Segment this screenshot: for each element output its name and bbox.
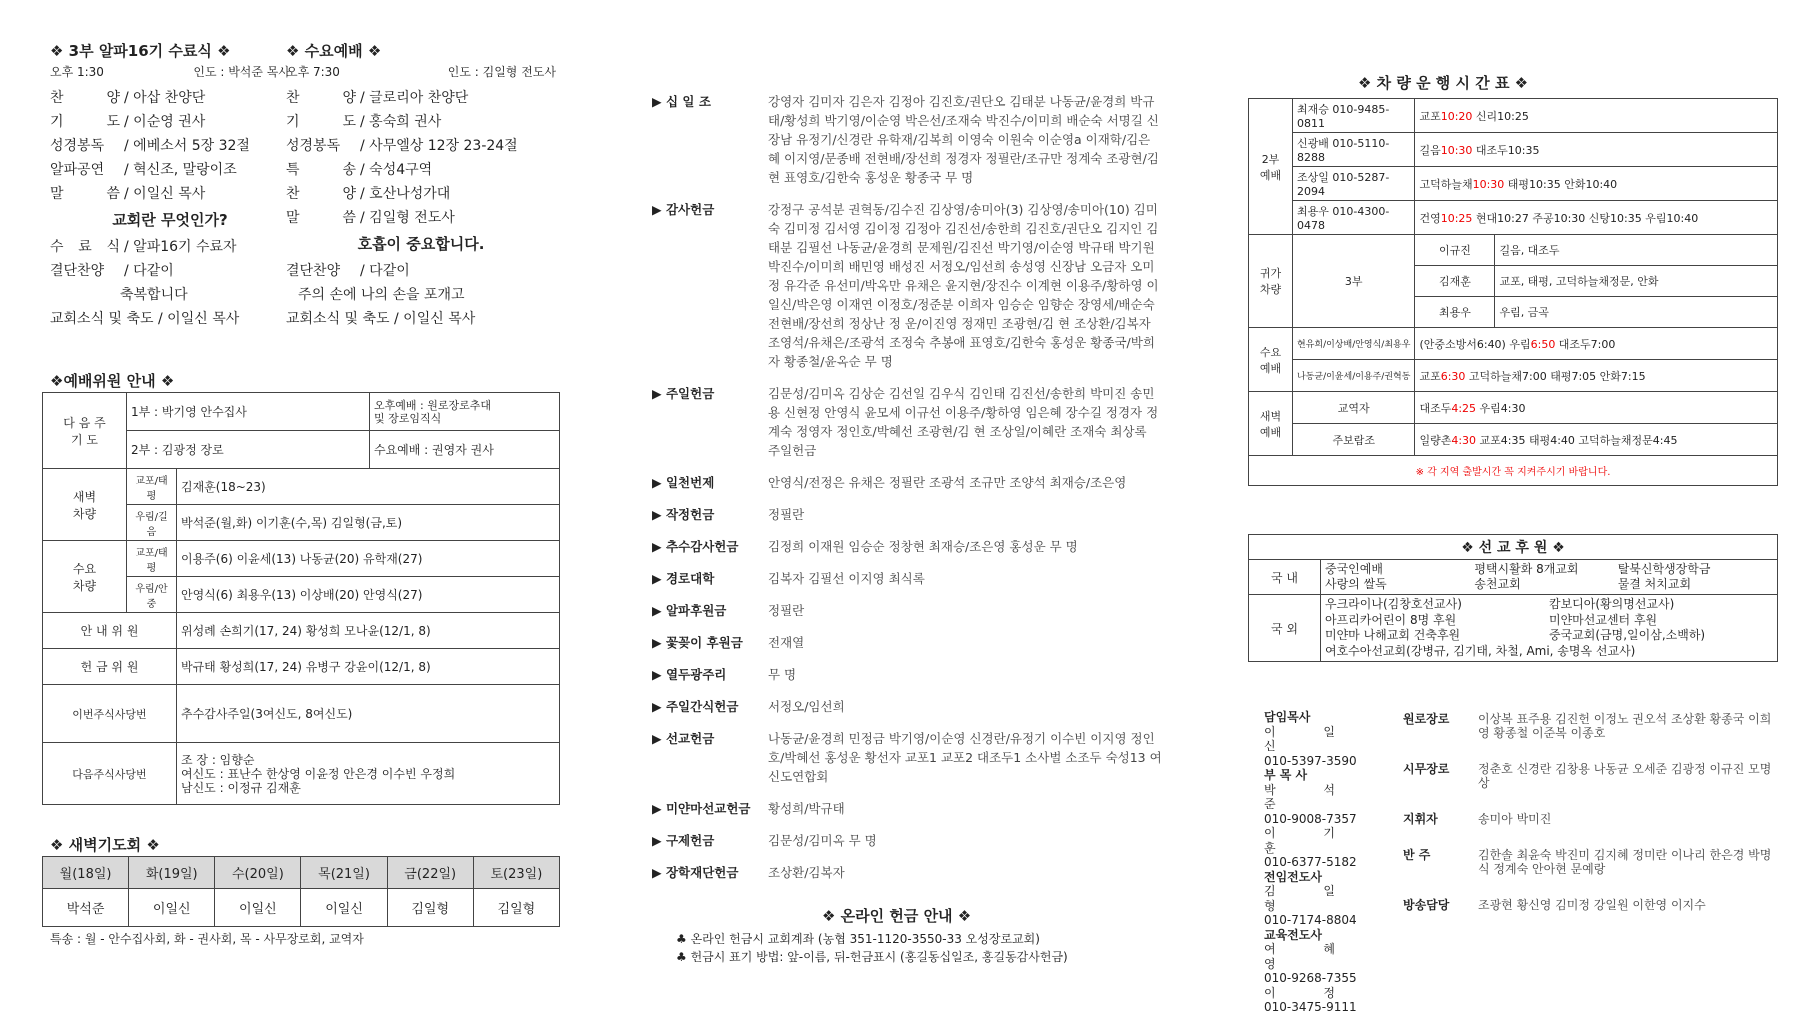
wed-leader: 인도 : 김일형 전도사 [447, 65, 556, 79]
service-line [50, 182, 290, 206]
line-value: / 이일신 목사 [124, 186, 206, 202]
offering-names: 정필란 [768, 507, 805, 522]
route-rest: 대조두7:00 [1555, 337, 1616, 351]
route-start: 건영 [1419, 211, 1441, 225]
service-line [50, 235, 290, 259]
offering-row [652, 569, 1162, 588]
offering-row [652, 799, 1162, 818]
offering-names: 무 명 [768, 667, 797, 682]
offering-label: ▶ 장학재단헌금 [652, 865, 739, 880]
int-item: 미얀마 나해교회 건축후원 [1325, 628, 1461, 642]
line-value: / 사무엘상 12장 23-24절 [360, 138, 518, 154]
car-svc2-driver2: 신광배 010-5110-8288 [1293, 133, 1415, 167]
offering-row [652, 601, 1162, 620]
day-cell: 목(21일) [301, 857, 387, 889]
int-item: 우크라이나(김창호선교사) [1325, 597, 1462, 611]
line-label: 기 도 [50, 114, 120, 130]
role-label: 시무장로 [1403, 762, 1450, 776]
int-item: 캄보디아(황의명선교사) [1549, 597, 1675, 611]
role-names: 송미아 박미진 [1478, 812, 1552, 826]
car-svc2-driver1: 최재승 010-9485-0811 [1293, 99, 1415, 133]
route-rest: 우림4:30 [1476, 401, 1526, 415]
route-rest: 현대10:27 주공10:30 신탕10:35 우림10:40 [1472, 211, 1699, 225]
car-home-route1: 길음, 대조두 [1495, 235, 1778, 266]
int-item: 여호수아선교회(강병규, 김기태, 차철, Ami, 송명옥 선교사) [1325, 643, 1636, 658]
offering-names: 김복자 김필선 이지영 최식록 [768, 571, 925, 586]
wed-song: 주의 손에 나의 손을 포개고 [298, 287, 465, 303]
car-note: ※ 각 지역 출발시간 꼭 지켜주시기 바랍니다. [1249, 456, 1778, 486]
offering-names: 서정오/임선희 [768, 699, 845, 714]
mission-int-items [1321, 595, 1778, 662]
leader-cell: 김일형 [387, 889, 473, 927]
car-dawn-driver2: 주보람조 [1293, 424, 1415, 456]
service3-lines [50, 86, 290, 206]
next-prayer-label: 다 음 주 기 도 [43, 393, 127, 469]
service3-block [50, 40, 290, 331]
offering-label: ▶ 선교헌금 [652, 731, 715, 746]
mission-int-label: 국 외 [1249, 595, 1321, 662]
line-label: 결단찬양 [286, 263, 341, 279]
car-svc2-driver4: 최용우 010-4300-0478 [1293, 201, 1415, 235]
offering-row [652, 384, 1162, 460]
line-value: / 숙성4구역 [360, 162, 433, 178]
service-line [286, 110, 556, 134]
offering-label: 헌 금 위 원 [43, 649, 177, 685]
dawn-car-driver2: 박석준(월,화) 이기훈(수,목) 김일형(금,토) [177, 505, 560, 541]
usher-value: 위성례 손희기(17, 24) 황성희 모나윤(12/1, 8) [177, 613, 560, 649]
service-line [286, 259, 556, 283]
service-line [50, 259, 290, 283]
dawn-car-label: 새벽 차량 [43, 469, 127, 541]
service-line [286, 86, 556, 110]
line-value: / 호산나성가대 [360, 186, 451, 202]
line-label: 찬 양 [50, 90, 120, 106]
offering-label: ▶ 미얀마선교헌금 [652, 801, 751, 816]
day-cell: 화(19일) [129, 857, 215, 889]
service3-leader: 인도 : 박석준 목사 [193, 65, 290, 79]
pastor-name: 여 혜 영 [1264, 942, 1357, 971]
route-rest: 신리10:25 [1472, 109, 1529, 123]
leader-cell: 이일신 [215, 889, 301, 927]
dom-item: 평택시활화 8개교회 [1474, 562, 1579, 576]
service3-title: ❖ 3부 알파16기 수료식 ❖ [50, 42, 231, 60]
car-home-driver1: 이규진 [1415, 235, 1495, 266]
car-home-driver2: 김재훈 [1415, 266, 1495, 297]
role-row [1403, 848, 1773, 876]
pastor-phone: 010-9008-7357 [1264, 811, 1357, 826]
offering-names: 전재열 [768, 635, 805, 650]
service3-news: 교회소식 및 축도 / 이일신 목사 [50, 311, 240, 327]
car-svc2-route4 [1415, 201, 1778, 235]
service3-lines2 [50, 235, 290, 283]
line-value: / 에베소서 5장 32절 [124, 138, 250, 154]
offering-label: ▶ 일천번제 [652, 475, 715, 490]
line-label: 찬 양 [286, 90, 356, 106]
offering-names: 강정구 공석분 권혁동/김수진 김상영/송미아(3) 김상영/송미아(10) 김미숙 김미정 김서영 김이정 김정아 김진선/송한희 김진호/권단오 김지인 김태분 김필선 나동균/윤경희 문제원/김진선 박기영/이순영 박규태 박기원 박진수/이미희 배민영 배성진 서정오/임선희 송성영 신장남 오금자 오미정 유각준 유선미/박옥만 유채은 윤지현/장진수 이계현 이용주/황하영 이일신/박은영 이재연 이정호/정준분 이희자 임승순 임향순 장영세/배순숙 전현배/장선희 정상난 정 운/이진영 정재민 조광현/김 현 조상환/김복자 조영석/유채은/조광석 조정숙 추봉애 표영호/김한숙 홍성운 황종국/박희자 황종철/윤옥순 무 명 [768, 202, 1159, 369]
pastor-phone: 010-6377-5182 [1264, 855, 1357, 869]
offering-row [652, 505, 1162, 524]
mission-dom-label: 국 내 [1249, 560, 1321, 595]
offering-label: ▶ 추수감사헌금 [652, 539, 739, 554]
offering-names: 강영자 김미자 김은자 김정아 김진호/권단오 김태분 나동균/윤경희 박규태/황성희 박기영/이순영 박은선/조재숙 박진수/이미희 배순숙 서명길 신장남 유정기/신경란 유학재/김복희 이영숙 이원숙 이순영a 이재학/김은혜 이지영/문종배 전현배/장선희 정경자 정필란/조규만 정계숙 조광현/김 현 표영호/김한숙 홍성운 황종국 무 명 [768, 94, 1159, 185]
wed-title: ❖ 수요예배 ❖ [286, 42, 382, 60]
meal-next-value: 조 장 : 임향순 여신도 : 표난수 한상영 이윤정 안은경 이수빈 우정희 남신도 : 이정규 김재훈 [177, 743, 560, 805]
car-wed-driver2: 나동균/이윤세/이용주/권혁동 [1293, 360, 1415, 392]
offering-label: ▶ 꽃꽂이 후원금 [652, 635, 743, 650]
wed-lines2 [286, 259, 556, 283]
offering-row [652, 92, 1162, 187]
right-column [1248, 0, 1783, 1014]
role-names: 이상복 표주용 김진헌 이정노 권오석 조상환 황종국 이희영 황종철 이준복 이종호 [1478, 712, 1772, 740]
offering-label: ▶ 주일헌금 [652, 386, 715, 401]
line-value: / 아삽 찬양단 [124, 90, 206, 106]
online-title: ❖ 온라인 헌금 안내 ❖ [822, 907, 972, 925]
prayer-first: 1부 : 박기영 안수집사 [127, 393, 370, 431]
car-svc2-route1 [1415, 99, 1778, 133]
service-line [50, 110, 290, 134]
pastor-title: 교육전도사 [1264, 927, 1322, 942]
route-rest: 대조두10:35 [1472, 143, 1540, 157]
wed-car-driver1: 이용주(6) 이윤세(13) 나동균(20) 유학재(27) [177, 541, 560, 577]
role-row [1403, 812, 1773, 826]
offering-row [652, 665, 1162, 684]
route-time: 4:25 [1451, 401, 1477, 415]
offering-row [652, 200, 1162, 371]
line-value: / 이순영 권사 [124, 114, 206, 130]
car-dawn-label: 새벽 예배 [1249, 392, 1293, 456]
car-dawn-route1 [1415, 392, 1778, 424]
meal-next-label: 다음주식사당번 [43, 743, 177, 805]
offering-label: ▶ 작정헌금 [652, 507, 715, 522]
offering-names: 김정희 이재원 임승순 정창현 최재승/조은영 홍성운 무 명 [768, 539, 1078, 554]
car-home-svc: 3부 [1293, 235, 1415, 328]
service-line [50, 158, 290, 182]
dom-item: 탈북신학생장학금 [1617, 562, 1711, 576]
offering-row [652, 473, 1162, 492]
car-home-driver3: 최용우 [1415, 297, 1495, 328]
offering-label: ▶ 구제헌금 [652, 833, 715, 848]
leader-cell: 박석준 [43, 889, 129, 927]
line-value: / 글로리아 찬양단 [360, 90, 469, 106]
line-value: / 알파16기 수료자 [124, 239, 237, 255]
route-rest: 교포4:35 태평4:40 고덕하늘채정문4:45 [1476, 433, 1678, 447]
car-home-route3: 우림, 금곡 [1495, 297, 1778, 328]
meal-this-label: 이번주식사당번 [43, 685, 177, 743]
pastor-title: 부 목 사 [1264, 768, 1308, 782]
line-label: 특 송 [286, 162, 356, 178]
offering-label: ▶ 주일간식헌금 [652, 699, 739, 714]
committee-title: ❖예배위원 안내 ❖ [50, 372, 175, 390]
line-label: 성경봉독 [286, 138, 341, 154]
dom-grid [1325, 562, 1773, 592]
role-names: 조광현 황신영 김미정 강일원 이한영 이지수 [1478, 898, 1706, 912]
car-wed-driver1: 현유희/이상배/안영식/최용우 [1293, 328, 1415, 360]
wed-time: 오후 7:30 [286, 65, 340, 79]
offering-names: 정필란 [768, 603, 805, 618]
offering-row [652, 831, 1162, 850]
dawn-prayer-days [43, 857, 560, 889]
prayer-second: 2부 : 김광정 장로 [127, 431, 370, 469]
role-row [1403, 762, 1773, 790]
offering-label: ▶ 열두광주리 [652, 667, 727, 682]
line-label: 기 도 [286, 114, 356, 130]
wed-block [286, 40, 556, 331]
prayer-pm: 오후예배 : 원로장로추대 및 장로임직식 [370, 393, 560, 431]
wed-car-route1: 교포/태평 [127, 541, 177, 577]
dom-item: 중국인예배 [1325, 562, 1383, 576]
line-value: / 혁신조, 말랑이조 [124, 162, 237, 178]
dawn-prayer-names [43, 889, 560, 927]
car-home-label: 귀가 차량 [1249, 235, 1293, 328]
leader-cell: 김일형 [473, 889, 559, 927]
meal-this-value: 추수감사주일(3여신도, 8여신도) [177, 685, 560, 743]
offering-names: 나동균/윤경희 민정금 박기영/이순영 신경란/유정기 이수빈 이지영 정인호/박혜선 홍성운 황선자 교포1 교포2 대조두1 소사벌 소조두 숙성13 여신도연합회 [768, 731, 1162, 784]
offering-row [652, 863, 1162, 882]
leader-cell: 이일신 [129, 889, 215, 927]
dawn-prayer-title: ❖ 새벽기도회 ❖ [50, 836, 160, 854]
route-time: 6:30 [1440, 369, 1466, 383]
service-line [286, 182, 556, 206]
day-cell: 수(20일) [215, 857, 301, 889]
pastor-name: 박 석 준 [1264, 782, 1357, 811]
offering-label: ▶ 감사헌금 [652, 202, 715, 217]
dawn-car-route2: 우림/길음 [127, 505, 177, 541]
service3-bless: 축복합니다 [120, 287, 188, 303]
dawn-car-driver1: 김재훈(18~23) [177, 469, 560, 505]
route-start: 대조두 [1419, 401, 1452, 415]
dom-item: 물결 처치교회 [1617, 577, 1692, 591]
wed-car-label: 수요 차량 [43, 541, 127, 613]
offering-list [652, 92, 1162, 882]
elder-roles [1403, 712, 1773, 912]
line-label: 알파공연 [50, 162, 105, 178]
offering-names: 황성희/박규태 [768, 801, 845, 816]
dawn-prayer-note: 특송 : 월 - 안수집사회, 화 - 권사회, 목 - 사무장로회, 교역자 [50, 932, 364, 946]
pastor-name: 김 일 형 [1264, 884, 1357, 913]
offering-label: ▶ 경로대학 [652, 571, 715, 586]
role-row [1403, 898, 1773, 912]
route-start: 길음 [1419, 143, 1441, 157]
mission-table [1248, 534, 1778, 662]
offering-label: ▶ 알파후원금 [652, 603, 727, 618]
role-label: 원로장로 [1403, 712, 1450, 726]
pastor-title: 전임전도사 [1264, 869, 1322, 884]
service-line [286, 158, 556, 182]
car-dawn-driver1: 교역자 [1293, 392, 1415, 424]
route-time: 4:30 [1451, 433, 1477, 447]
wed-car-route2: 우림/안중 [127, 577, 177, 613]
service-line [286, 134, 556, 158]
service-line [50, 134, 290, 158]
role-label: 방송담당 [1403, 898, 1450, 912]
car-svc2-label: 2부 예배 [1249, 99, 1293, 235]
int-item: 아프리카어린이 8명 후원 [1325, 612, 1457, 627]
line-value: / 김일형 전도사 [360, 210, 455, 226]
prayer-wed: 수요예배 : 권영자 권사 [370, 431, 560, 469]
line-value: / 다같이 [124, 263, 174, 279]
offering-row [652, 729, 1162, 786]
line-value: / 다같이 [360, 263, 410, 279]
offering-names: 조상환/김복자 [768, 865, 845, 880]
route-time: 10:20 [1440, 109, 1473, 123]
offering-row [652, 697, 1162, 716]
car-svc2-driver3: 조상일 010-5287-2094 [1293, 167, 1415, 201]
route-start: 일량촌 [1419, 433, 1452, 447]
role-names: 김한솔 최윤숙 박진미 김지혜 정미란 이나리 한은경 박명식 정계숙 안아현 문예랑 [1478, 848, 1772, 876]
car-title: ❖ 차 량 운 행 시 간 표 ❖ [1358, 74, 1529, 92]
line-value: / 홍숙희 권사 [360, 114, 442, 130]
committee-table [42, 392, 560, 805]
day-cell: 월(18일) [43, 857, 129, 889]
wed-car-driver2: 안영식(6) 최용우(13) 이상배(20) 안영식(27) [177, 577, 560, 613]
offering-value: 박규태 황성희(17, 24) 유병구 강윤이(12/1, 8) [177, 649, 560, 685]
online-line1: ♣ 온라인 헌금시 교회계좌 (농협 351-1120-3550-33 오성장로교회) [676, 932, 1040, 946]
route-rest: 고덕하늘채7:00 태평7:05 안화7:15 [1465, 369, 1646, 383]
line-label: 말 씀 [286, 210, 356, 226]
pastor-list [1264, 710, 1414, 1015]
int-item: 미얀마선교센터 후원 [1549, 612, 1658, 627]
route-rest: 태평10:35 안화10:40 [1504, 177, 1618, 191]
role-label: 지휘자 [1403, 812, 1438, 826]
car-svc2-route3 [1415, 167, 1778, 201]
pastor-phone: 010-5397-3590 [1264, 753, 1357, 768]
wed-lines [286, 86, 556, 230]
day-cell: 금(22일) [387, 857, 473, 889]
line-label: 결단찬양 [50, 263, 105, 279]
mission-title: ❖ 선 교 후 원 ❖ [1249, 535, 1778, 560]
car-home-route2: 교포, 태평, 고덕하늘채정문, 안화 [1495, 266, 1778, 297]
dom-item: 송천교회 [1474, 577, 1521, 591]
role-label: 반 주 [1403, 848, 1431, 862]
offering-row [652, 633, 1162, 652]
car-dawn-route2 [1415, 424, 1778, 456]
mission-dom-items [1321, 560, 1778, 595]
left-column [50, 0, 570, 992]
offering-row [652, 537, 1162, 556]
car-wed-label: 수요 예배 [1249, 328, 1293, 392]
offering-names: 김문성/김미옥 김상순 김선일 김우식 김인태 김진선/송한희 박미진 송민용 신현정 안영식 윤모세 이규선 이용주/황하영 임은혜 장수길 정경자 정계숙 정영자 정인호/박혜선 조광현/김 현 조상일/이혜란 조재숙 최상록 주일헌금 [768, 386, 1159, 458]
pastor-phone: 010-9268-7355 [1264, 971, 1357, 985]
route-time: 10:30 [1472, 177, 1505, 191]
service3-sermon: 교회란 무엇인가? [112, 211, 228, 229]
pastor-phone: 010-7174-8804 [1264, 913, 1357, 927]
pastor-title: 담임목사 [1264, 710, 1311, 724]
line-label: 성경봉독 [50, 138, 105, 154]
service3-time: 오후 1:30 [50, 65, 104, 79]
online-line2: ♣ 헌금시 표기 방법: 앞-이름, 뒤-헌금표시 (홍길동십일조, 홍길동감사헌금) [676, 950, 1068, 964]
car-table [1248, 98, 1778, 486]
route-time: 10:25 [1440, 211, 1473, 225]
route-start: (안중소방서6:40) 우림 [1419, 337, 1531, 351]
service-line [50, 86, 290, 110]
route-time: 10:30 [1440, 143, 1473, 157]
line-label: 찬 양 [286, 186, 356, 202]
day-cell: 토(23일) [473, 857, 559, 889]
int-item: 중국교회(금명,일이삼,소백하) [1549, 628, 1706, 642]
service-line [286, 206, 556, 230]
offering-names: 안영식/전정은 유채은 정필란 조광석 조규만 조양석 최재승/조은영 [768, 475, 1127, 490]
pastor-name: 이 일 신 [1264, 724, 1357, 753]
car-svc2-route2 [1415, 133, 1778, 167]
route-time: 6:50 [1530, 337, 1556, 351]
middle-column [652, 0, 1172, 992]
route-start: 고덕하늘채 [1419, 177, 1473, 191]
role-row [1403, 712, 1773, 740]
route-start: 교포 [1419, 109, 1441, 123]
line-label: 수 료 식 [50, 239, 120, 255]
line-label: 말 씀 [50, 186, 120, 202]
pastor-phone: 010-3475-9111 [1264, 1000, 1357, 1014]
pastor-name: 이 정 [1264, 985, 1357, 1000]
wed-news: 교회소식 및 축도 / 이일신 목사 [286, 311, 476, 327]
wed-sermon: 호흡이 중요합니다. [357, 235, 485, 253]
car-wed-route2 [1415, 360, 1778, 392]
dawn-car-route1: 교포/태평 [127, 469, 177, 505]
role-names: 정춘호 신경란 김창용 나동균 오세준 김광정 이규진 모명상 [1478, 762, 1772, 790]
offering-names: 김문성/김미옥 무 명 [768, 833, 877, 848]
dawn-prayer-table [42, 856, 560, 927]
offering-label: ▶ 십 일 조 [652, 94, 711, 109]
usher-label: 안 내 위 원 [43, 613, 177, 649]
dom-item: 사랑의 쌀독 [1325, 577, 1387, 591]
int-grid [1325, 597, 1773, 659]
leader-cell: 이일신 [301, 889, 387, 927]
route-start: 교포 [1419, 369, 1441, 383]
car-wed-route1 [1415, 328, 1778, 360]
pastor-name: 이 기 훈 [1264, 826, 1357, 855]
